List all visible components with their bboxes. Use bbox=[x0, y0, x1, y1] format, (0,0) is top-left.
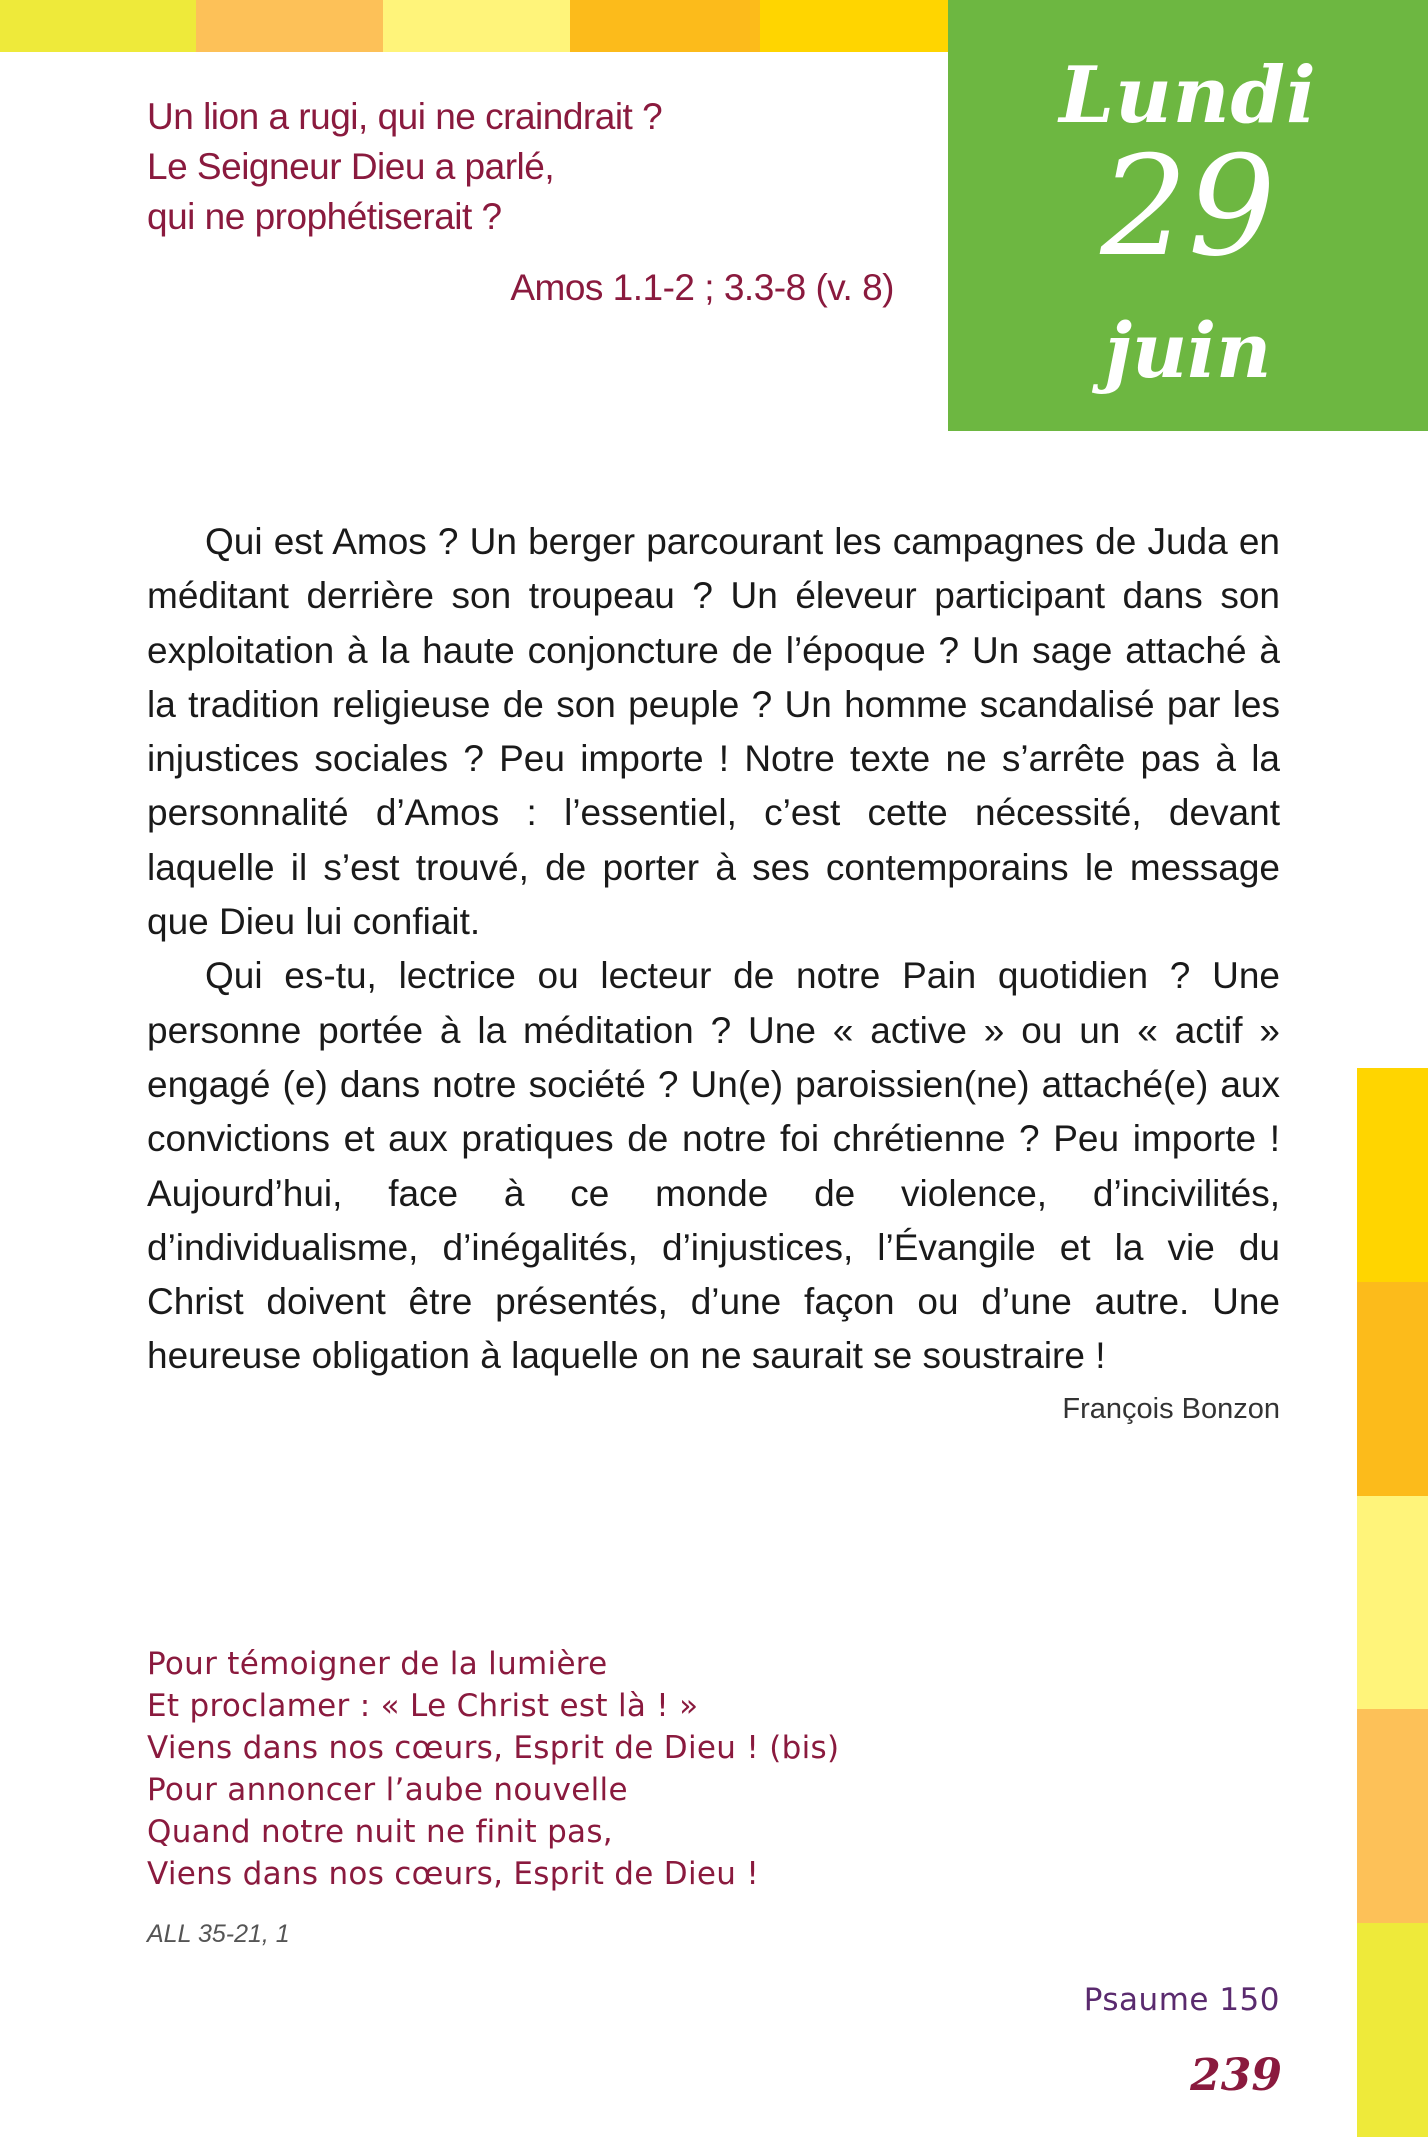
bible-verse bbox=[147, 92, 907, 242]
side-bar-segment bbox=[1357, 1496, 1428, 1710]
hymn-line: Viens dans nos cœurs, Esprit de Dieu ! (bis) bbox=[147, 1730, 840, 1766]
verse-reference: Amos 1.1-2 ; 3.3-8 (v. 8) bbox=[510, 267, 894, 308]
meditation-paragraph: Qui es-tu, lectrice ou lecteur de notre Pain quotidien ? Une personne portée à la méditation ? Une « active » ou un « actif » engagé (e) dans notre société ? Un(e) paroissien(ne) attaché(e) aux convictions et aux pratiques de notre foi chrétienne ? Peu importe ! Aujourd’hui, face à ce monde de violence, d’incivilités, d’individualisme, d’inégalités, d’injustices, l’Évangile et la vie du Christ doivent être présentés, d’une façon ou d’une autre. Une heureuse obligation à laquelle on ne saurait se soustraire ! bbox=[147, 955, 1280, 1377]
hymn-line: Pour annoncer l’aube nouvelle bbox=[147, 1772, 628, 1808]
side-bar-segment bbox=[1357, 1923, 1428, 2137]
date-month: juin bbox=[1104, 306, 1272, 395]
meditation-text bbox=[147, 515, 1280, 1384]
top-bar-segment bbox=[570, 0, 760, 52]
side-color-bar bbox=[1357, 1068, 1428, 2137]
date-day-number: 29 bbox=[1100, 126, 1276, 287]
date-weekday: Lundi bbox=[1059, 50, 1317, 141]
hymn-text bbox=[147, 1643, 1047, 1895]
top-color-bar bbox=[0, 0, 948, 52]
hymn-line: Et proclamer : « Le Christ est là ! » bbox=[147, 1688, 699, 1724]
side-bar-segment bbox=[1357, 1068, 1428, 1282]
top-bar-segment bbox=[760, 0, 948, 52]
side-bar-segment bbox=[1357, 1282, 1428, 1496]
meditation-paragraph: Qui est Amos ? Un berger parcourant les campagnes de Juda en méditant derrière son troupeau ? Un éleveur participant dans son exploitation à la haute conjoncture de l’époque ? Un sage attaché à la tradition religieuse de son peuple ? Un homme scandalisé par les injustices sociales ? Peu importe ! Notre texte ne s’arrête pas à la personnalité d’Amos : l’essentiel, c’est cette nécessité, devant laquelle il s’est trouvé, de porter à ses contemporains le message que Dieu lui confiait. bbox=[147, 521, 1280, 943]
hymn-line: Pour témoigner de la lumière bbox=[147, 1646, 608, 1682]
date-box bbox=[948, 0, 1428, 431]
verse-line: qui ne prophétiserait ? bbox=[147, 196, 502, 237]
top-bar-segment bbox=[0, 0, 196, 52]
hymn-line: Viens dans nos cœurs, Esprit de Dieu ! bbox=[147, 1856, 760, 1892]
verse-line: Le Seigneur Dieu a parlé, bbox=[147, 146, 555, 187]
hymn-line: Quand notre nuit ne finit pas, bbox=[147, 1814, 613, 1850]
page-number: 239 bbox=[1190, 2050, 1282, 2101]
author-name: François Bonzon bbox=[1062, 1393, 1280, 1425]
psalm-reference: Psaume 150 bbox=[1083, 1982, 1280, 2018]
top-bar-segment bbox=[383, 0, 570, 52]
verse-line: Un lion a rugi, qui ne craindrait ? bbox=[147, 96, 663, 137]
top-bar-segment bbox=[196, 0, 383, 52]
hymn-reference: ALL 35-21, 1 bbox=[147, 1920, 290, 1948]
side-bar-segment bbox=[1357, 1709, 1428, 1923]
